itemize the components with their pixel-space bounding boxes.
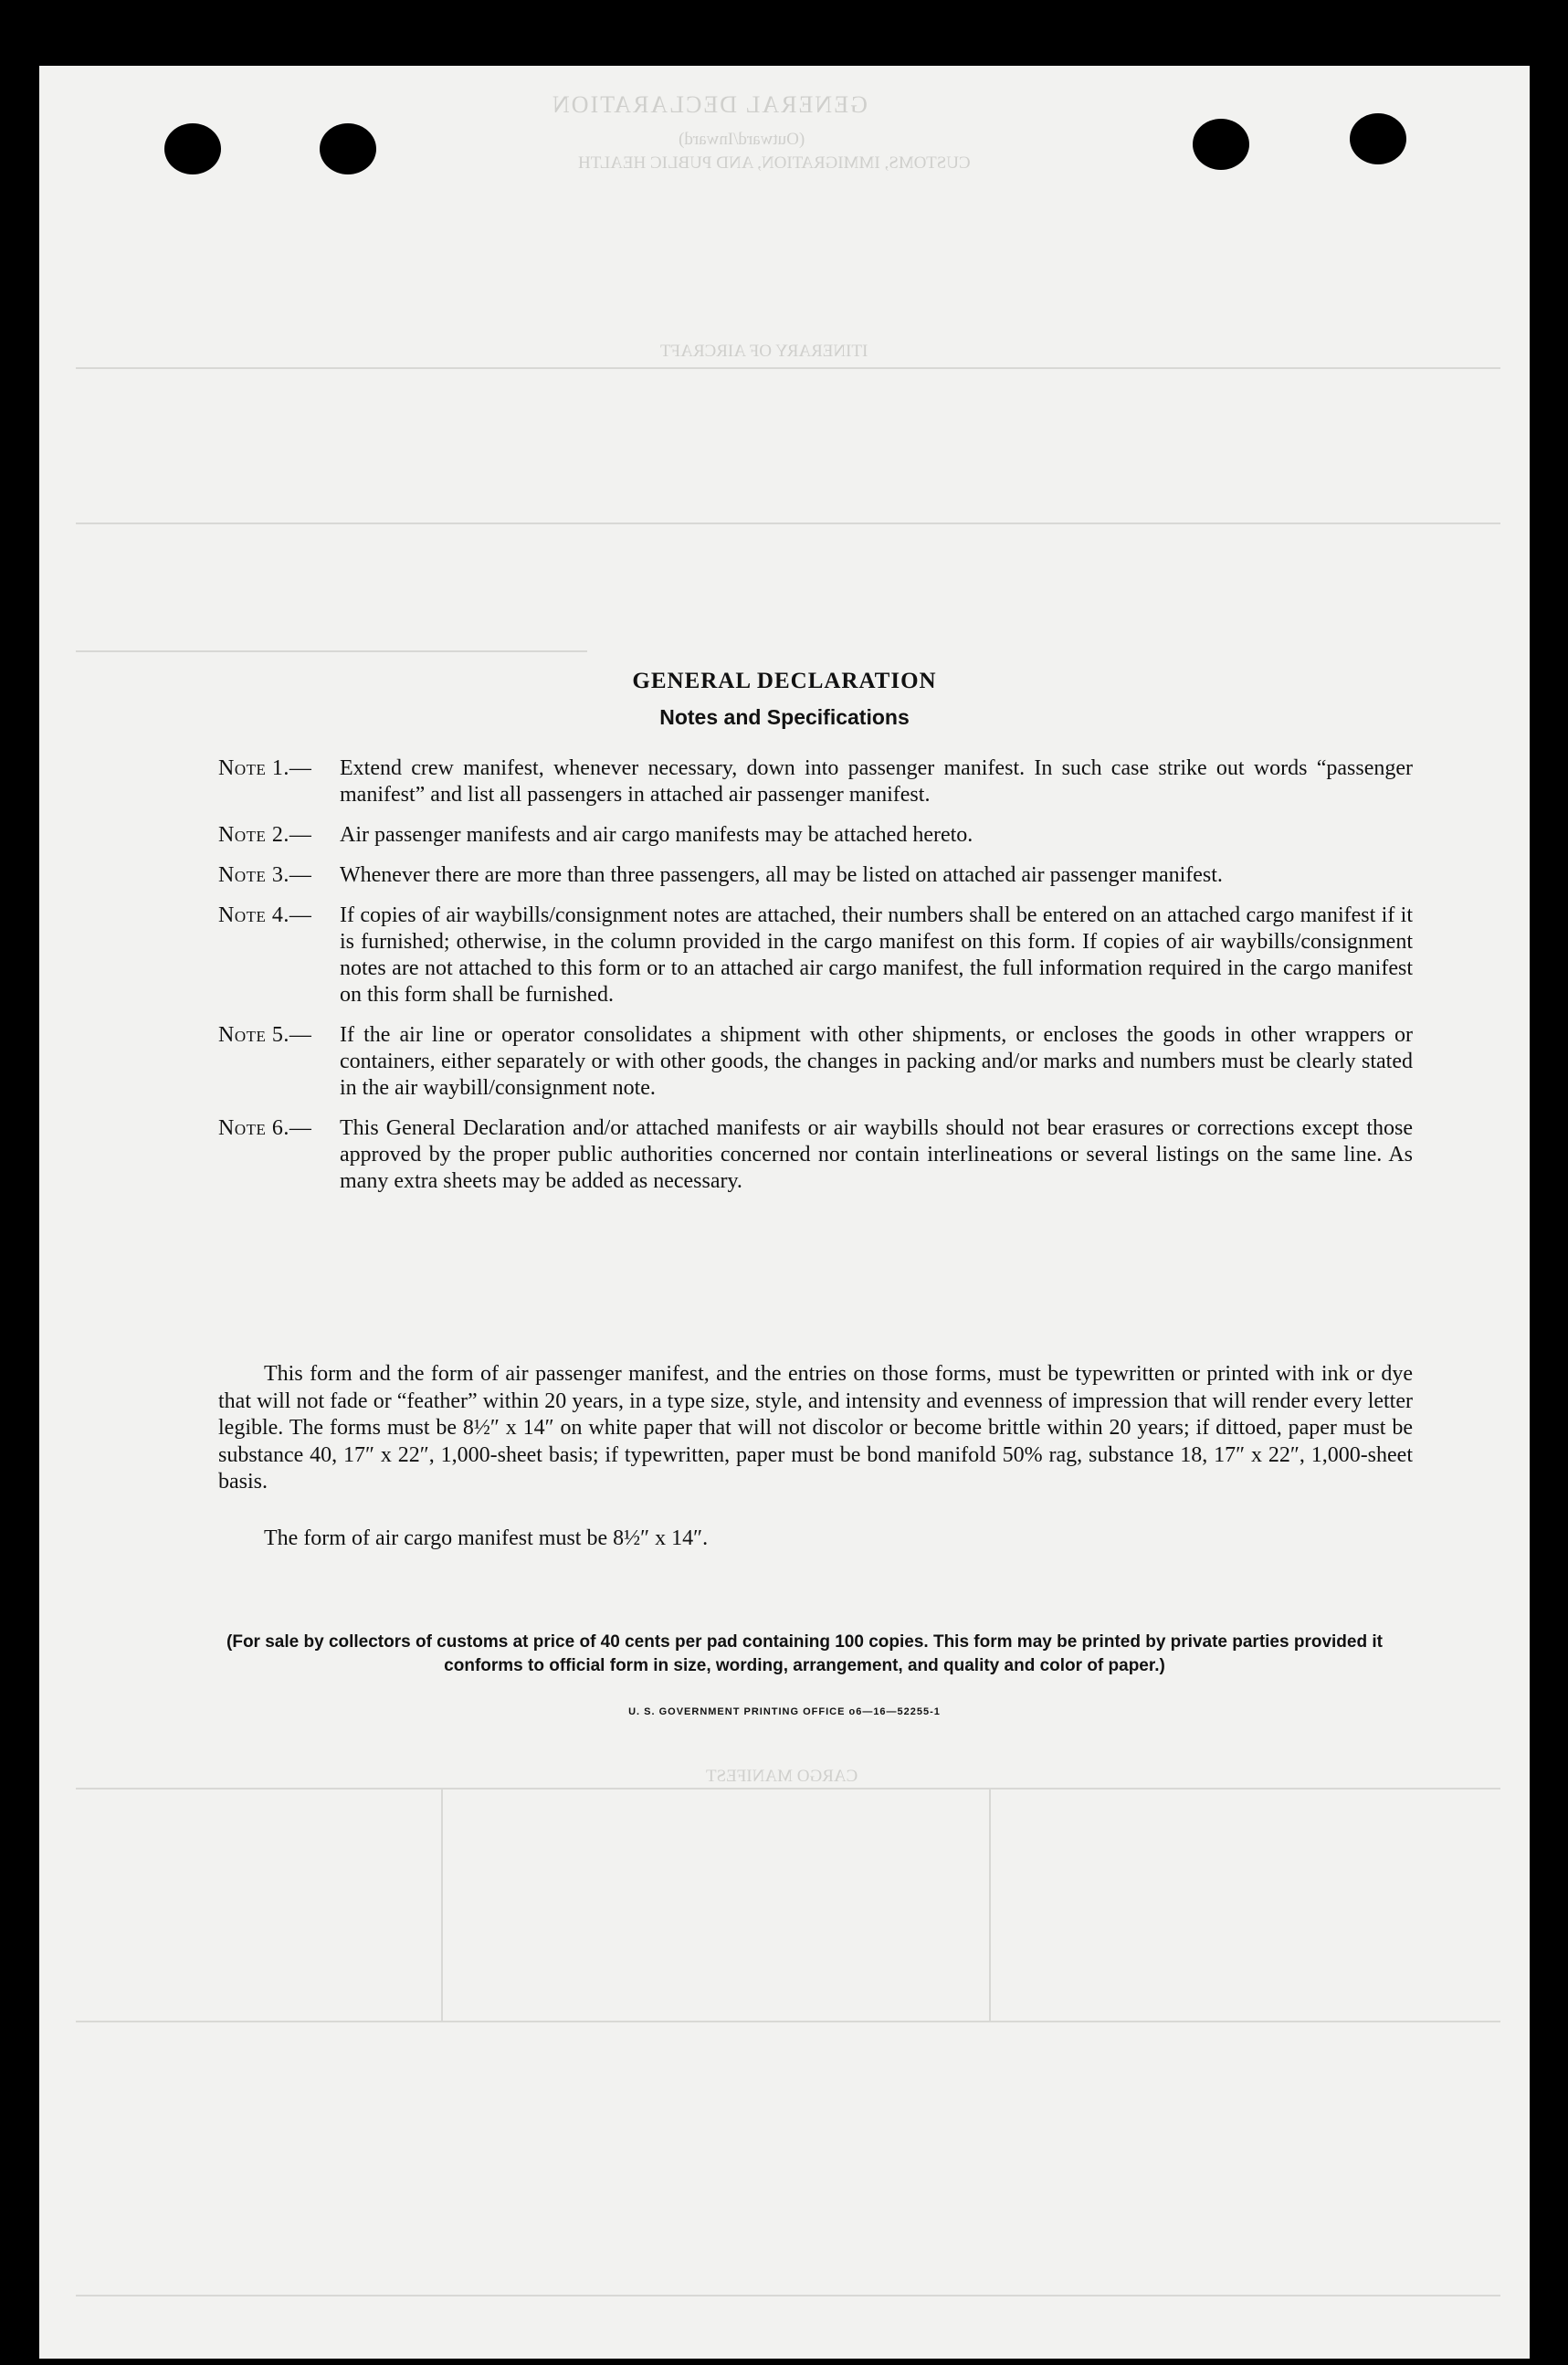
cargo-manifest-size-paragraph: The form of air cargo manifest must be 8½″ x 14″. [264, 1526, 709, 1550]
note-label: Note 2.— [218, 823, 312, 847]
note-text: This General Declaration and/or attached manifests or air waybills should not bear erasures or corrections except those approved by the proper public authorities concerned nor contain interlineations or several listings on the same line. As many extra sheets may be added as necessary. [340, 1116, 1413, 1193]
note-item [218, 1022, 1413, 1102]
notes-page-content [39, 66, 1530, 2359]
show-through-heading: GENERAL DECLARATION [551, 91, 868, 118]
note-item [218, 903, 1413, 1008]
show-through-itinerary: ITINERARY OF AIRCRAFT [660, 342, 868, 361]
note-text: Extend crew manifest, whenever necessary, down into passenger manifest. In such case strike out words “passenger manifest” and list all passengers in attached air passenger manifest. [340, 756, 1413, 807]
note-text: Air passenger manifests and air cargo manifests may be attached hereto. [340, 823, 973, 847]
form-specification-paragraph: This form and the form of air passenger manifest, and the entries on those forms, must be typewritten or printed with ink or dye that will not fade or “feather” within 20 years, in a type size, style, and intensity and evenness of impression that will render every letter legible. The forms must be 8½″ x 14″ on white paper that will not discolor or become brittle within 20 years; if dittoed, paper must be substance 40, 17″ x 22″, 1,000-sheet basis; if typewritten, paper must be bond manifold 50% rag, substance 18, 17″ x 22″, 1,000-sheet basis. [218, 1362, 1413, 1494]
note-label: Note 6.— [218, 1116, 312, 1140]
printer-imprint: U. S. GOVERNMENT PRINTING OFFICE o6—16—52255-1 [628, 1706, 941, 1717]
note-item [218, 755, 1413, 808]
note-item [218, 862, 1413, 889]
page-subtitle: Notes and Specifications [659, 705, 910, 729]
note-label: Note 1.— [218, 756, 312, 780]
note-item [218, 1115, 1413, 1195]
notes-list [218, 755, 1413, 1209]
note-text: If copies of air waybills/consignment notes are attached, their numbers shall be entered on an attached cargo manifest if it is furnished; otherwise, in the column provided in the cargo manifest on this form. If copies of air waybills/consignment notes are not attached to this form or to an attached air cargo manifest, the full information required in the cargo manifest on this form shall be furnished. [340, 903, 1413, 1007]
show-through-agency: CUSTOMS, IMMIGRATION, AND PUBLIC HEALTH [578, 153, 971, 173]
note-text: If the air line or operator consolidates a shipment with other shipments, or encloses the goods in other wrappers or containers, either separately or with other goods, the changes in packing and/or marks and numbers must be clearly stated in the air waybill/consignment note. [340, 1023, 1413, 1100]
document-page [39, 66, 1530, 2359]
note-item [218, 822, 1413, 849]
note-label: Note 3.— [218, 863, 312, 887]
show-through-cargo: CARGO MANIFEST [706, 1767, 858, 1786]
note-label: Note 5.— [218, 1023, 312, 1047]
show-through-subheading: (Outward/Inward) [679, 130, 805, 149]
sale-notice: (For sale by collectors of customs at price of 40 cents per pad containing 100 copies. This form may be printed by private parties provided it conforms to official form in size, wording, arrangement, and quality and color of paper.) [226, 1632, 1383, 1675]
note-label: Note 4.— [218, 903, 312, 927]
note-text: Whenever there are more than three passengers, all may be listed on attached air passenger manifest. [340, 863, 1223, 887]
page-title: GENERAL DECLARATION [632, 669, 937, 693]
